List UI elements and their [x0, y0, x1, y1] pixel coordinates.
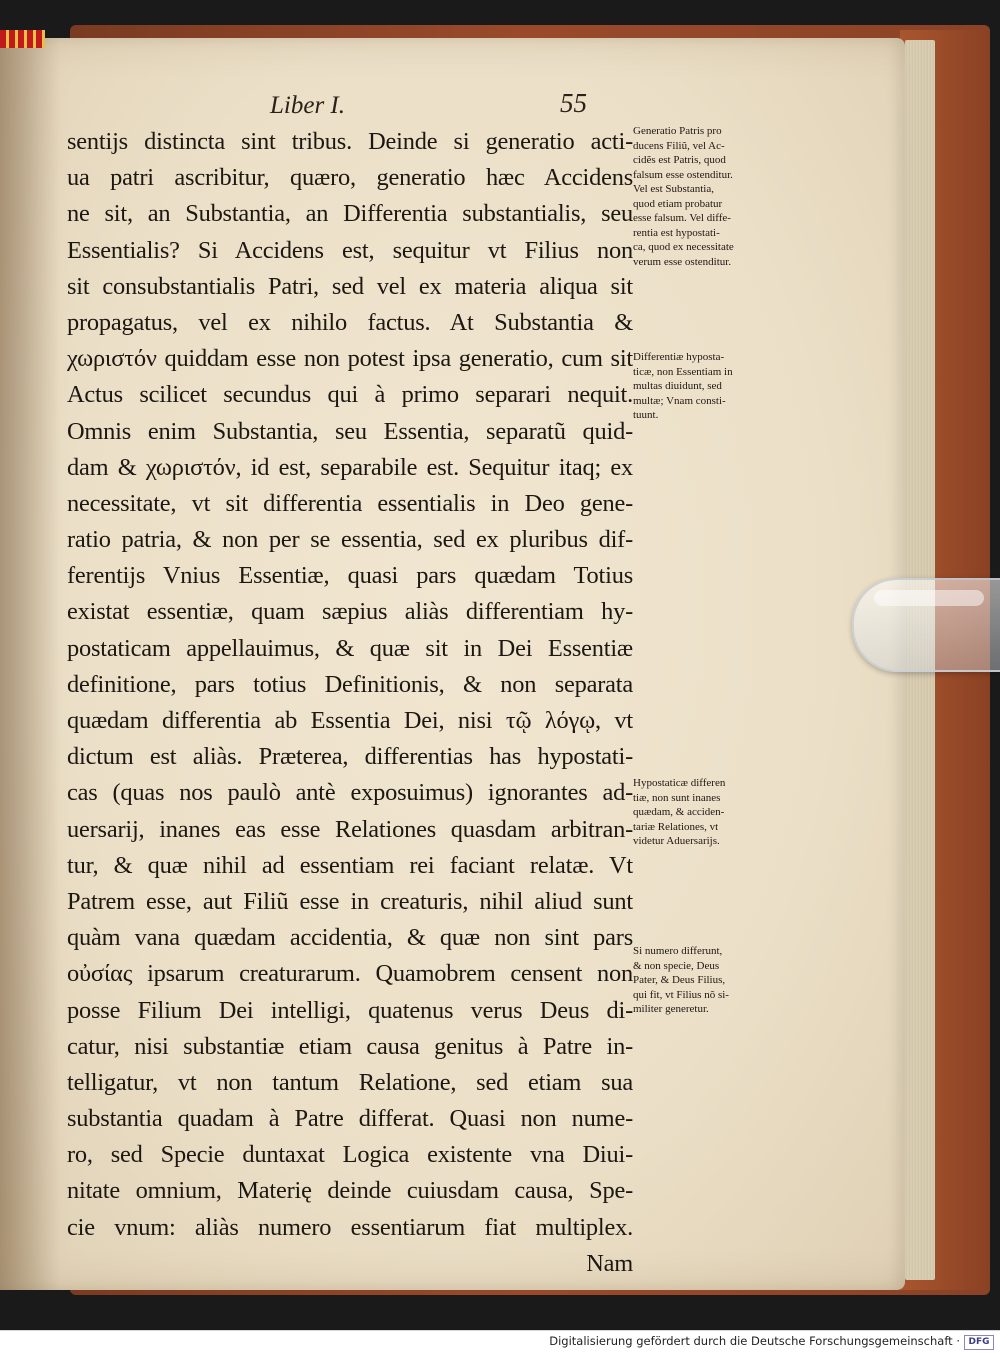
text-line: Actus scilicet secundus qui à primo separari nequit. [67, 381, 633, 409]
note-line: quædam, & acciden- [633, 806, 725, 818]
text-line: cie vnum: aliàs numero essentiarum fiat multiplex. [67, 1213, 633, 1241]
note-line: esse falsum. Vel diffe- [633, 212, 731, 224]
body-text [67, 124, 633, 1282]
note-line: Pater, & Deus Filius, [633, 974, 726, 986]
funding-credit: Digitalisierung gefördert durch die Deutsche Forschungsgemeinschaft · [549, 1334, 960, 1348]
note-line: tuunt. [633, 409, 659, 421]
text-line: existat essentiæ, quam sæpius aliàs differentiam hy- [67, 598, 633, 626]
running-title: Liber I. [270, 92, 345, 119]
text-line: postaticam appellauimus, & quæ sit in Dei Essentiæ [67, 634, 633, 662]
note-line: multas diuidunt, sed [633, 380, 722, 392]
note-line: ticæ, non Essentiam in [633, 365, 733, 378]
text-line: dam & χωριστόν, id est, separabile est. Sequitur itaq; ex [67, 453, 633, 481]
marginal-note [633, 124, 791, 269]
text-line: quàm vana quædam accidentia, & quæ non sint pars [67, 924, 633, 952]
note-line: & non specie, Deus [633, 959, 720, 972]
text-line: definitione, pars totius Definitionis, & non separata [67, 670, 633, 698]
text-line: nitate omnium, Materię deinde cuiusdam causa, Spe- [67, 1177, 633, 1205]
text-line: ro, sed Specie duntaxat Logica existente vna Diui- [67, 1141, 633, 1169]
text-line: sentijs distincta sint tribus. Deinde si generatio acti- [67, 128, 633, 155]
text-line: Omnis enim Substantia, seu Essentia, separatũ quid- [67, 417, 633, 445]
text-line: οὐσίας ipsarum creaturarum. Quamobrem censent non [67, 960, 633, 988]
text-line: Essentialis? Si Accidens est, sequitur vt Filius non [67, 236, 633, 264]
gutter-shadow [0, 38, 60, 1290]
note-line: tiæ, non sunt inanes [633, 791, 721, 804]
note-line: videtur Aduersarijs. [633, 835, 720, 847]
note-line: militer generetur. [633, 1003, 709, 1015]
text-line: necessitate, vt sit differentia essentialis in Deo gene- [67, 489, 633, 517]
text-line: catur, nisi substantiæ etiam causa genitus à Patre in- [67, 1032, 633, 1060]
dfg-logo: DFG [964, 1335, 994, 1350]
running-head [270, 88, 610, 128]
note-line: Differentiæ hyposta- [633, 351, 725, 363]
text-line: sit consubstantialis Patri, sed vel ex materia aliqua sit [67, 272, 633, 300]
footer-bar [0, 1330, 1000, 1353]
note-line: verum esse ostenditur. [633, 255, 732, 268]
text-line: propagatus, vel ex nihilo factus. At Substantia & [67, 308, 633, 336]
note-line: ca, quod ex necessitate [633, 241, 734, 253]
note-line: cidẽs est Patris, quod [633, 154, 726, 166]
text-line: Patrem esse, aut Filiũ esse in creaturis, nihil aliud sunt [67, 887, 633, 915]
text-line: ne sit, an Substantia, an Differentia substantialis, seu [67, 200, 633, 228]
marginal-note [633, 776, 791, 849]
bookmark-ribbon [0, 30, 45, 48]
note-line: rentia est hypostati- [633, 226, 720, 239]
text-line: ferentijs Vnius Essentiæ, quasi pars quædam Totius [67, 562, 633, 590]
page-holder-clip [852, 578, 1000, 672]
note-line: quod etiam probatur [633, 197, 723, 210]
catchword: Nam [586, 1249, 633, 1277]
text-line: telligatur, vt non tantum Relatione, sed etiam sua [67, 1068, 633, 1096]
note-line: tariæ Relationes, vt [633, 820, 719, 833]
note-line: Si numero differunt, [633, 945, 723, 957]
text-line: χωριστόν quiddam esse non potest ipsa generatio, cum sit [67, 345, 633, 373]
text-line: quædam differentia ab Essentia Dei, nisi τῷ λόγῳ, vt [67, 707, 633, 734]
note-line: multæ; Vnam consti- [633, 394, 726, 407]
marginal-note [633, 350, 791, 423]
text-line: cas (quas nos paulò antè exposuimus) ignorantes ad- [67, 779, 633, 807]
clip-highlight [874, 590, 984, 606]
text-line: substantia quadam à Patre differat. Quasi non nume- [67, 1105, 633, 1133]
page-number: 55 [560, 88, 587, 118]
note-line: Vel est Substantia, [633, 183, 714, 195]
marginal-note [633, 944, 791, 1017]
text-line: ua patri ascribitur, quæro, generatio hæc Accidens [67, 164, 633, 192]
note-line: ducens Filiũ, vel Ac- [633, 139, 725, 152]
text-line: uersarij, inanes eas esse Relationes quasdam arbitran- [67, 815, 633, 843]
note-line: qui fit, vt Filius nõ si- [633, 988, 729, 1001]
text-line: posse Filium Dei intelligi, quatenus verus Deus di- [67, 996, 633, 1024]
text-line: tur, & quæ nihil ad essentiam rei faciant relatæ. Vt [67, 851, 633, 879]
note-line: falsum esse ostenditur. [633, 168, 733, 181]
text-line: dictum est aliàs. Præterea, differentias has hypostati- [67, 743, 633, 771]
note-line: Generatio Patris pro [633, 125, 722, 137]
text-line: ratio patria, & non per se essentia, sed ex pluribus dif- [67, 526, 633, 554]
note-line: Hypostaticæ differen [633, 777, 726, 789]
